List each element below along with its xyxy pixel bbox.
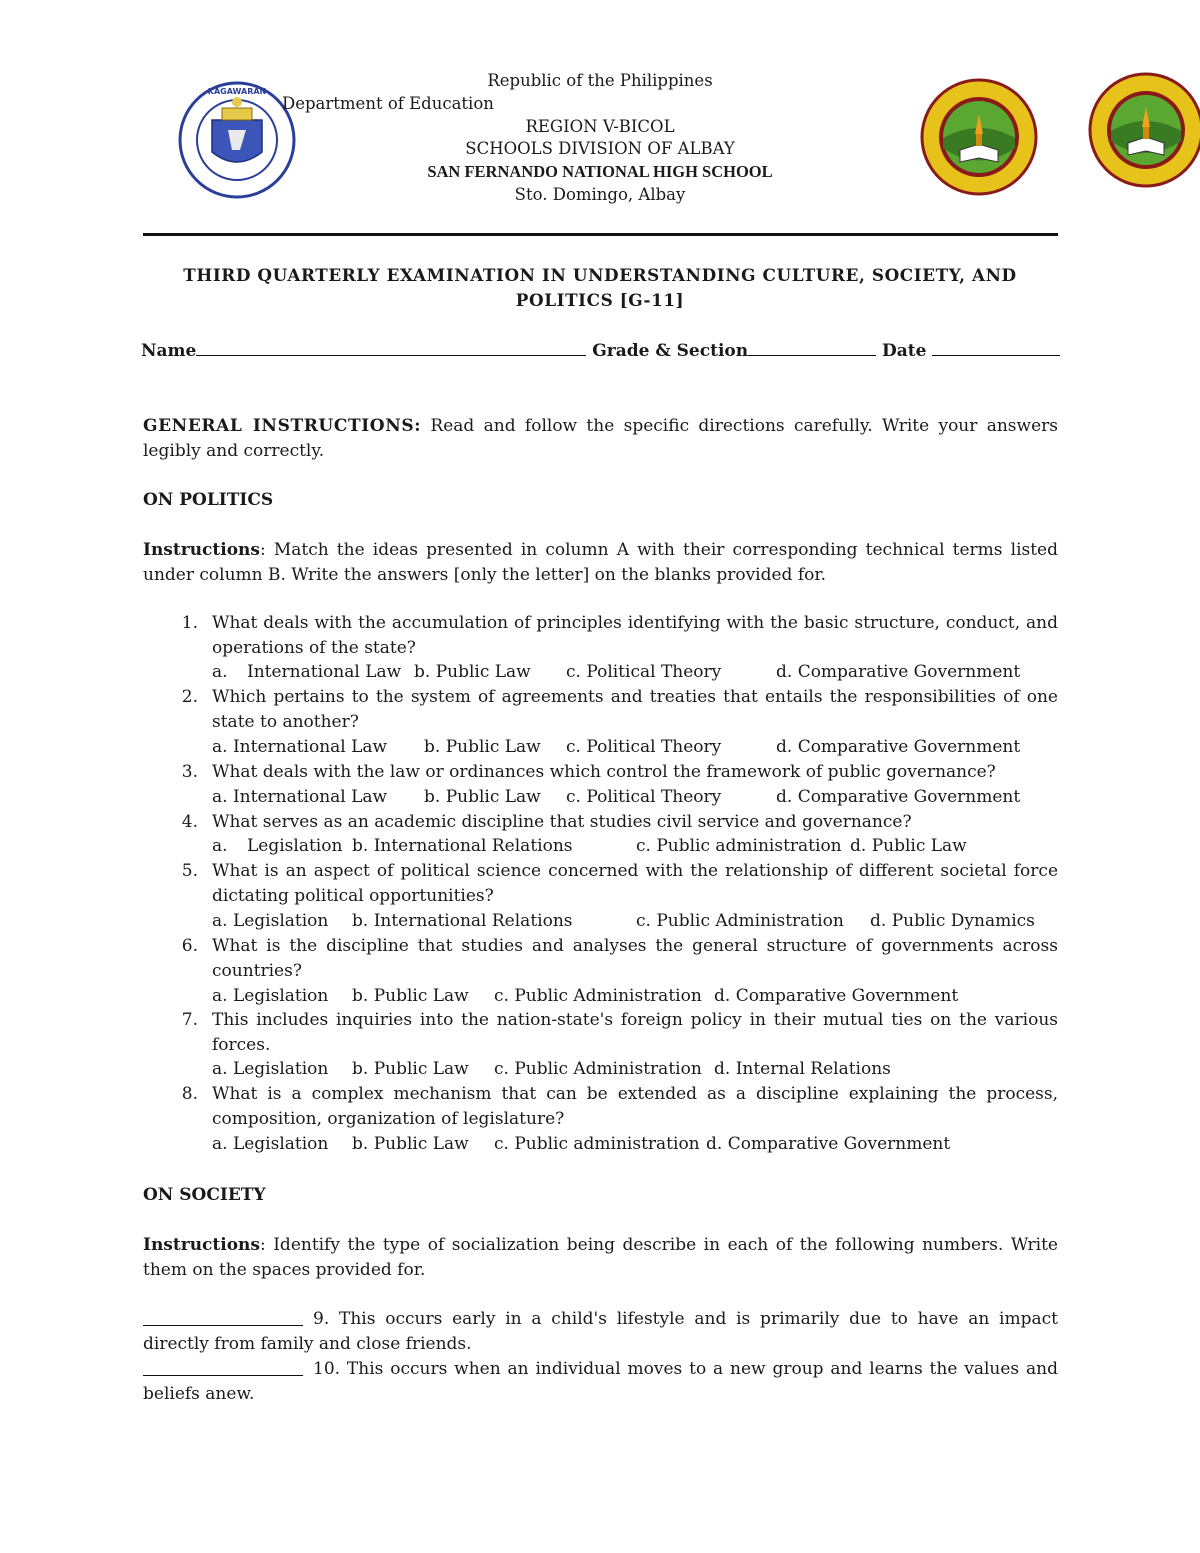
question-text-cont: forces.	[212, 1035, 271, 1055]
grade-section-label: Grade & Section	[592, 341, 749, 361]
politics-instructions-cont: under column B. Write the answers [only the letter] on the blanks provided for.	[143, 565, 827, 585]
option-c[interactable]: c. Public administration	[494, 1134, 700, 1154]
option-a[interactable]: a. Legislation	[212, 1059, 329, 1079]
general-instructions-cont: legibly and correctly.	[143, 441, 325, 461]
question-number: 4.	[181, 812, 198, 832]
general-instructions-text: Read and follow the specific directions carefully. Write your answers	[430, 416, 1058, 436]
society-item-10	[143, 1357, 1058, 1382]
department-line: Department of Education	[282, 94, 494, 113]
question-text: Which pertains to the system of agreements and treaties that entails the responsibilities of one	[212, 687, 1058, 707]
division-line: SCHOOLS DIVISION OF ALBAY	[465, 139, 735, 158]
question-text: What is the discipline that studies and analyses the general structure of governments across	[212, 936, 1058, 956]
question-text: What is an aspect of political science concerned with the relationship of different societal force	[212, 861, 1058, 881]
exam-title-line2: POLITICS [G-11]	[515, 290, 685, 310]
option-d[interactable]: d. Internal Relations	[714, 1059, 891, 1079]
society-item-text: 10. This occurs when an individual moves to a new group and learns the values and	[313, 1359, 1058, 1379]
society-instructions	[143, 1233, 1058, 1258]
question-text-cont: dictating political opportunities?	[212, 886, 494, 906]
option-a[interactable]: Legislation	[247, 836, 343, 856]
question-number: 5.	[181, 861, 198, 881]
option-b[interactable]: b. Public Law	[424, 737, 541, 757]
option-a[interactable]: a. International Law	[212, 787, 388, 807]
question-text-cont: state to another?	[212, 712, 359, 732]
option-c[interactable]: c. Public Administration	[494, 986, 702, 1006]
option-b[interactable]: b. Public Law	[414, 662, 531, 682]
answer-blank[interactable]	[143, 1357, 303, 1376]
question-text: What deals with the accumulation of principles identifying with the basic structure, conduct, and	[212, 613, 1058, 633]
school-name: SAN FERNANDO NATIONAL HIGH SCHOOL	[427, 162, 773, 181]
society-item-9	[143, 1307, 1058, 1332]
date-label: Date	[882, 341, 927, 361]
question-number: 3.	[181, 762, 198, 782]
section-heading-politics: ON POLITICS	[143, 490, 274, 510]
school-address: Sto. Domingo, Albay	[514, 185, 686, 204]
option-a[interactable]: a. Legislation	[212, 911, 329, 931]
option-b[interactable]: b. Public Law	[352, 986, 469, 1006]
option-b[interactable]: b. International Relations	[352, 836, 573, 856]
question-number: 8.	[181, 1084, 198, 1104]
option-c[interactable]: c. Public Administration	[494, 1059, 702, 1079]
option-d[interactable]: d. Comparative Government	[714, 986, 959, 1006]
society-instructions-label: Instructions	[143, 1235, 260, 1255]
question-text: This includes inquiries into the nation-state's foreign policy in their mutual ties on the various	[212, 1010, 1058, 1030]
name-label: Name	[141, 341, 197, 361]
society-instructions-text: : Identify the type of socialization being describe in each of the following numbers. Write	[259, 1235, 1058, 1255]
question-text: What serves as an academic discipline that studies civil service and governance?	[212, 812, 912, 832]
option-b[interactable]: b. Public Law	[352, 1059, 469, 1079]
option-d[interactable]: d. Comparative Government	[706, 1134, 951, 1154]
option-b[interactable]: b. Public Law	[352, 1134, 469, 1154]
question-text-cont: operations of the state?	[212, 638, 416, 658]
option-d[interactable]: d. Public Law	[850, 836, 967, 856]
question-text: What deals with the law or ordinances which control the framework of public governance?	[212, 762, 996, 782]
question-number: 1.	[181, 613, 198, 633]
question-number: 6.	[181, 936, 198, 956]
option-d[interactable]: d. Comparative Government	[776, 787, 1021, 807]
question-text-cont: countries?	[212, 961, 302, 981]
section-heading-society: ON SOCIETY	[143, 1185, 266, 1205]
option-d[interactable]: d. Comparative Government	[776, 737, 1021, 757]
option-c[interactable]: c. Political Theory	[566, 787, 722, 807]
general-instructions-label: GENERAL INSTRUCTIONS:	[143, 416, 422, 436]
option-a[interactable]: International Law	[247, 662, 402, 682]
society-item-text: 9. This occurs early in a child's lifestyle and is primarily due to have an impact	[313, 1309, 1058, 1329]
option-c[interactable]: c. Political Theory	[566, 737, 722, 757]
option-b[interactable]: b. Public Law	[424, 787, 541, 807]
question-text-cont: composition, organization of legislature?	[212, 1109, 565, 1129]
option-a[interactable]: a. International Law	[212, 737, 388, 757]
question-number: 7.	[181, 1010, 198, 1030]
option-a-marker: a.	[212, 662, 228, 682]
society-item-10-cont: beliefs anew.	[143, 1384, 255, 1404]
option-a[interactable]: a. Legislation	[212, 986, 329, 1006]
republic-line: Republic of the Philippines	[487, 71, 713, 90]
option-a-marker: a.	[212, 836, 228, 856]
option-d[interactable]: d. Comparative Government	[776, 662, 1021, 682]
option-c[interactable]: c. Public administration	[636, 836, 842, 856]
answer-blank[interactable]	[143, 1307, 303, 1326]
option-d[interactable]: d. Public Dynamics	[870, 911, 1035, 931]
society-item-9-cont: directly from family and close friends.	[143, 1334, 472, 1354]
exam-title-line1: THIRD QUARTERLY EXAMINATION IN UNDERSTANDING CULTURE, SOCIETY, AND	[183, 265, 1017, 285]
question-text: What is a complex mechanism that can be extended as a discipline explaining the process,	[212, 1084, 1058, 1104]
option-c[interactable]: c. Public Administration	[636, 911, 844, 931]
region-line: REGION V-BICOL	[525, 117, 675, 136]
option-a[interactable]: a. Legislation	[212, 1134, 329, 1154]
question-number: 2.	[181, 687, 198, 707]
svg-text:KAGAWARAN: KAGAWARAN	[207, 87, 267, 96]
society-instructions-cont: them on the spaces provided for.	[143, 1260, 426, 1280]
politics-instructions-text: : Match the ideas presented in column A with their corresponding technical terms listed	[259, 540, 1058, 560]
option-c[interactable]: c. Political Theory	[566, 662, 722, 682]
option-b[interactable]: b. International Relations	[352, 911, 573, 931]
politics-instructions-label: Instructions	[143, 540, 260, 560]
